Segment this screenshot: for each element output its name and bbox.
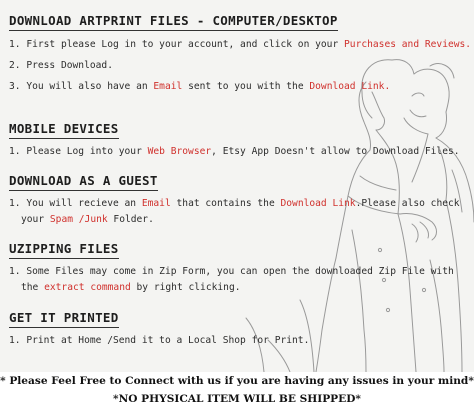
section-heading: DOWNLOAD AS A GUEST (9, 173, 158, 191)
purchases-and-reviews-link[interactable]: Purchases and Reviews. (344, 39, 472, 50)
instruction-text: by right clicking. (130, 282, 241, 293)
email-highlight: Email (141, 198, 171, 209)
instruction-text: the (21, 282, 45, 293)
contact-notice: * Please Feel Free to Connect with us if you are having any issues in your mind* (0, 375, 474, 387)
section-computer-desktop (9, 10, 472, 95)
web-browser-highlight: Web Browser (147, 146, 212, 157)
instruction-text: your (21, 214, 50, 225)
instruction-line (9, 333, 459, 349)
download-link[interactable]: Download Link. (309, 81, 391, 92)
no-physical-item-notice: *NO PHYSICAL ITEM WILL BE SHIPPED* (113, 393, 361, 405)
section-heading: UZIPPING FILES (9, 241, 119, 259)
extract-command-highlight: extract command (44, 282, 131, 293)
instruction-line (9, 196, 459, 212)
section-heading: GET IT PRINTED (9, 310, 119, 328)
instruction-text: 1. First please Log in to your account, and click on your (9, 39, 345, 50)
instruction-text: 1. Print at Home /Send it to a Local Shop for Print. (9, 335, 310, 346)
instruction-text: 3. You will also have an (9, 81, 154, 92)
instruction-text: Folder. (107, 214, 154, 225)
instruction-line (9, 37, 472, 53)
instruction-text: that contains the (170, 198, 281, 209)
instruction-text: , Etsy App Doesn't allow to Download Files. (211, 146, 460, 157)
instruction-text: .Please also check (355, 198, 460, 209)
instruction-line (9, 264, 459, 280)
section-heading: MOBILE DEVICES (9, 121, 119, 139)
email-highlight: Email (153, 81, 183, 92)
footer-notice (0, 372, 474, 410)
instruction-text: 1. Please Log into your (9, 146, 148, 157)
instruction-text: 1. You will recieve an (9, 198, 142, 209)
download-link[interactable]: Download Link (280, 198, 356, 209)
instruction-line (9, 212, 459, 228)
section-heading: DOWNLOAD ARTPRINT FILES - COMPUTER/DESKTOP (9, 13, 338, 31)
spam-junk-highlight: Spam /Junk (49, 214, 108, 225)
section-mobile-devices (9, 118, 459, 160)
instruction-text: 1. Some Files may come in Zip Form, you can open the downloaded Zip File with (9, 266, 454, 277)
instruction-line (9, 58, 459, 74)
instruction-line (9, 280, 459, 296)
section-get-it-printed (9, 307, 459, 349)
section-unzipping-files (9, 238, 459, 296)
section-download-as-guest (9, 170, 459, 228)
instruction-text: sent to you with the (182, 81, 310, 92)
instruction-line (9, 79, 459, 95)
instruction-line (9, 144, 459, 160)
instruction-text: 2. Press Download. (9, 60, 113, 71)
